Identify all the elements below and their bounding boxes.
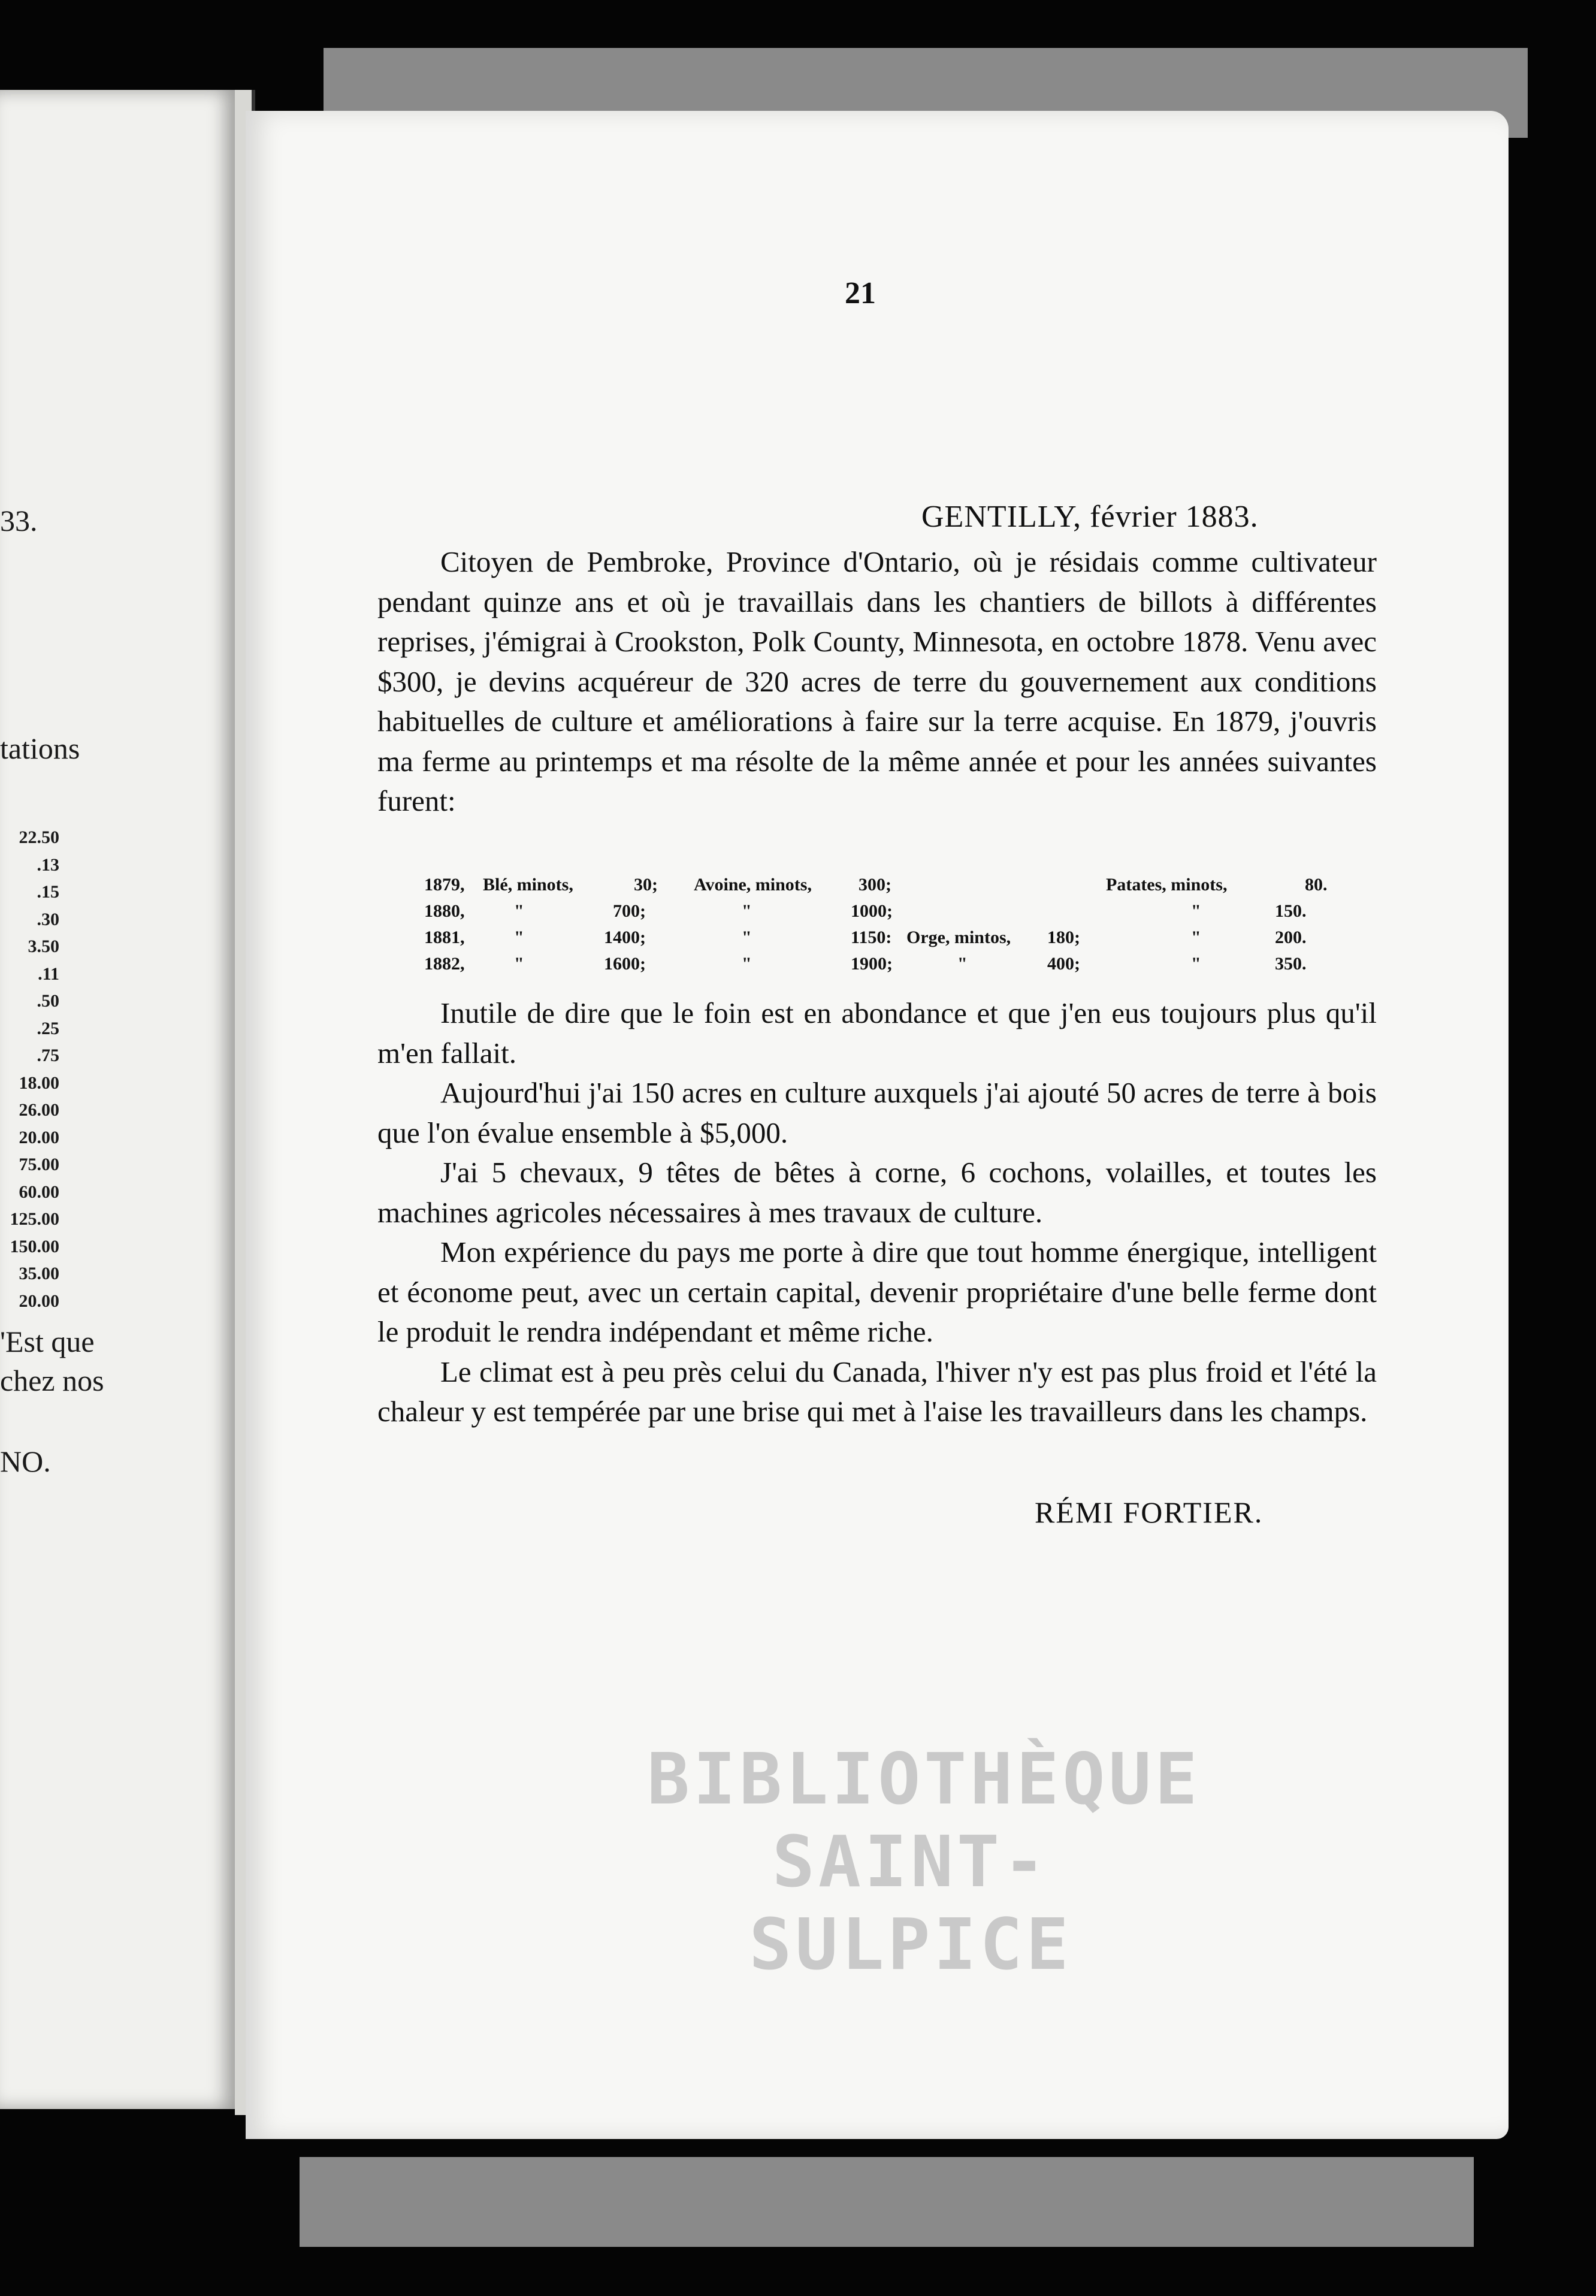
table-row [424,872,1329,898]
table-row [424,898,1329,925]
table-cell: " [742,928,752,947]
paragraph: Le climat est à peu près celui du Canada, l'hiver n'y est pas plus froid et l'été la chaleur y est tempérée par une brise qui met à l'aise les travailleurs dans les champs. [377,1355,1377,1428]
left-number: .11 [38,963,59,984]
left-number: 60.00 [19,1182,59,1202]
page-number: 21 [845,276,876,310]
place-date: GENTILLY, février 1883. [921,500,1259,534]
left-number: 3.50 [28,936,59,956]
table-cell: Orge, mintos, [906,928,1011,947]
paragraph: J'ai 5 chevaux, 9 têtes de bêtes à corne, 6 cochons, volailles, et toutes les machines agricoles nécessaires à mes travaux de culture. [377,1156,1377,1229]
table-cell: " [1191,901,1201,921]
table-cell: 300; [859,875,891,895]
paragraph: Inutile de dire que le foin est en abondance et que j'en eus toujours plus qu'il m'en fallait. [377,996,1377,1070]
table-cell: " [1191,928,1201,947]
left-fragment-est-que: 'Est que [0,1325,95,1358]
table-cell: Blé, minots, [483,875,573,895]
left-number: 125.00 [10,1209,59,1229]
facing-page-fragment [0,90,237,2109]
table-cell: 30; [634,875,658,895]
left-fragment-year: 33. [0,504,38,537]
left-number: 26.00 [19,1100,59,1120]
left-number-column [10,824,60,1315]
table-cell: " [514,901,524,921]
table-cell: " [514,928,524,947]
left-number: 20.00 [19,1291,59,1311]
table-cell: 1400; [604,928,646,947]
harvest-table [424,872,1329,977]
table-cell: " [957,954,968,974]
table-row [424,925,1329,951]
table-cell: 180; [1047,928,1080,947]
left-number: .30 [37,909,59,929]
table-cell: 1600; [604,954,646,974]
table-cell: 1150: [851,928,892,947]
table-cell: 1900; [851,954,893,974]
table-cell: 1880, [424,901,465,921]
table-row [424,951,1329,977]
left-number: .13 [37,854,59,875]
left-number: .15 [37,882,59,902]
table-cell: 1882, [424,954,465,974]
table-cell: " [742,901,752,921]
table-cell: 400; [1047,954,1080,974]
scan-border-bottom [300,2157,1474,2247]
left-number: .25 [37,1018,59,1038]
left-number: .50 [37,991,59,1011]
table-cell: 150. [1275,901,1307,921]
table-cell: Patates, minots, [1106,875,1228,895]
stamp-line: SAINT-SULPICE [749,1820,1072,1986]
table-cell: " [1191,954,1201,974]
left-fragment-no: NO. [0,1445,51,1478]
paragraph: Aujourd'hui j'ai 150 acres en culture auxquels j'ai ajouté 50 acres de terre à bois que l'on évalue ensemble à $5,000. [377,1076,1377,1149]
table-cell: 1879, [424,875,465,895]
left-number: 22.50 [19,827,59,847]
table-cell: 80. [1305,875,1328,895]
table-cell: Avoine, minots, [694,875,812,895]
table-cell: 1881, [424,928,465,947]
paragraph: Mon expérience du pays me porte à dire que tout homme énergique, intelligent et économe peut, avec un certain capital, devenir propriétaire d'une belle ferme dont le produit le rendra indépendant et même riche. [377,1235,1377,1348]
table-cell: 700; [613,901,646,921]
signature: RÉMI FORTIER. [1035,1496,1264,1529]
stamp-line: BIBLIOTHÈQUE [647,1738,1201,1820]
left-fragment-tations: tations [0,732,80,765]
left-number: 18.00 [19,1073,59,1093]
left-number: 75.00 [19,1155,59,1174]
table-cell: 1000; [851,901,893,921]
letter-body [377,993,1377,1432]
library-stamp [647,1738,1201,1986]
left-number: 20.00 [19,1127,59,1147]
paragraph: Citoyen de Pembroke, Province d'Ontario, où je résidais comme cultivateur pendant quinze ans et où je travaillais dans les chantiers de billots à différentes reprises, j'émigrai à Crookston, Polk County, Minnesota, en octobre 1878. Venu avec $300, je devins acquéreur de 320 acres de terre du gouvernement aux conditions habituelles de culture et améliorations à faire sur la terre acquise. En 1879, j'ouvris ma ferme au printemps et ma résolte de la même année et pour les années suivantes furent: [377,545,1377,817]
table-cell: " [514,954,524,974]
table-cell: 350. [1275,954,1307,974]
left-number: .75 [37,1046,59,1065]
left-fragment-chez-nos: chez nos [0,1364,104,1397]
left-number: 35.00 [19,1264,59,1283]
table-cell: 200. [1275,928,1307,947]
table-cell: " [742,954,752,974]
letter-intro [377,542,1377,821]
left-number: 150.00 [10,1236,59,1256]
